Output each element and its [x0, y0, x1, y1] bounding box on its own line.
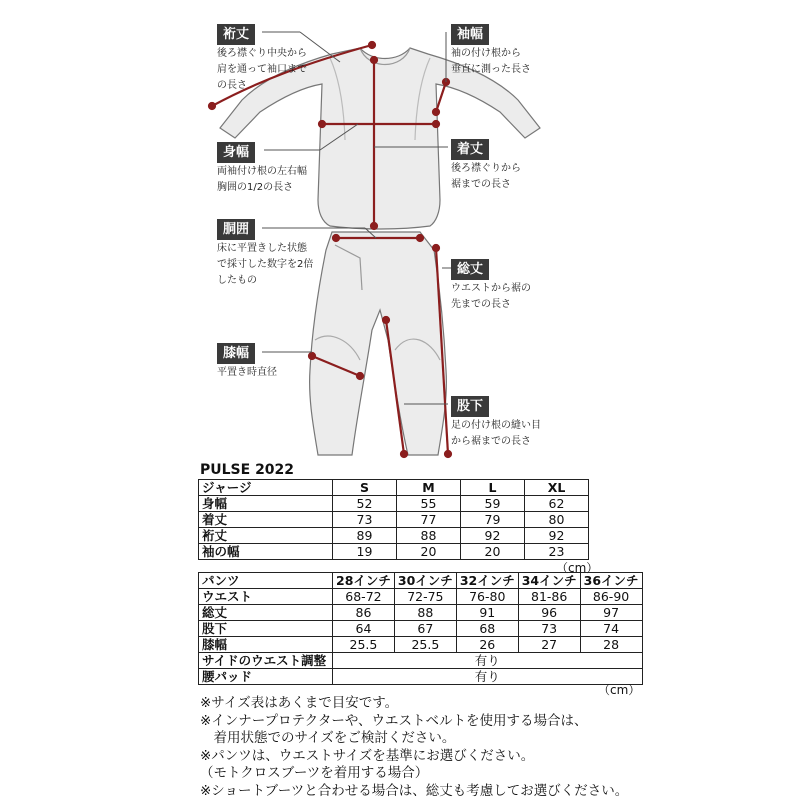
desc-kitake: 後ろ襟ぐりから 裾までの長さ [451, 163, 521, 190]
label-soutake: 総丈 [451, 259, 489, 280]
table-cell: 25.5 [394, 637, 456, 653]
header-cell: 30インチ [394, 573, 456, 589]
row-label: 総丈 [199, 605, 333, 621]
table-cell: 72-75 [394, 589, 456, 605]
table-cell: 26 [456, 637, 518, 653]
header-cell: S [333, 480, 397, 496]
label-kitake: 着丈 [451, 139, 489, 160]
table-cell: 89 [333, 528, 397, 544]
chart-title: PULSE 2022 [200, 462, 295, 478]
table-cell: 79 [461, 512, 525, 528]
table-row [199, 589, 643, 605]
header-cell: ジャージ [199, 480, 333, 496]
table-cell: 73 [333, 512, 397, 528]
row-label: 腰パッド [199, 669, 333, 685]
table-cell: 68 [456, 621, 518, 637]
desc-yukitake: 後ろ襟ぐり中央から 肩を通って袖口まで の長さ [217, 48, 307, 91]
desc-mihaba: 両袖付け根の左右幅 胸囲の1/2の長さ [217, 166, 307, 193]
table-cell: 28 [580, 637, 642, 653]
label-matashita: 股下 [451, 396, 489, 417]
table-cell: 52 [333, 496, 397, 512]
label-domawari: 胴囲 [217, 219, 255, 240]
table-cell: 68-72 [333, 589, 395, 605]
table-cell: 73 [518, 621, 580, 637]
table-cell: 74 [580, 621, 642, 637]
header-cell: 32インチ [456, 573, 518, 589]
table-cell: 92 [461, 528, 525, 544]
table-cell: 97 [580, 605, 642, 621]
table-cell: 81-86 [518, 589, 580, 605]
table-cell: 59 [461, 496, 525, 512]
table-cell: 20 [397, 544, 461, 560]
header-cell: 28インチ [333, 573, 395, 589]
table-row [199, 669, 643, 685]
row-label: 膝幅 [199, 637, 333, 653]
table-cell: 77 [397, 512, 461, 528]
desc-hizahaba: 平置き時直径 [217, 367, 277, 378]
label-hizahaba: 膝幅 [217, 343, 255, 364]
table-header-row [199, 480, 589, 496]
label-mihaba: 身幅 [217, 142, 255, 163]
row-label: 裄丈 [199, 528, 333, 544]
table-cell: 55 [397, 496, 461, 512]
table-cell: 27 [518, 637, 580, 653]
table-row [199, 528, 589, 544]
row-label: 股下 [199, 621, 333, 637]
note-line: 着用状態でのサイズをご検討ください。 [200, 730, 456, 746]
table-cell: 有り [333, 669, 643, 685]
header-cell: M [397, 480, 461, 496]
note-line: ※ショートブーツと合わせる場合は、総丈も考慮してお選びください。 [200, 782, 629, 799]
jersey-unit: （cm） [556, 561, 599, 575]
table-cell: 80 [525, 512, 589, 528]
header-cell: L [461, 480, 525, 496]
note-line: ※パンツは、ウエストサイズを基準にお選びください。 [200, 747, 535, 764]
table-cell: 64 [333, 621, 395, 637]
desc-domawari: 床に平置きした状態 で採寸した数字を2倍 したもの [217, 243, 314, 286]
table-cell: 67 [394, 621, 456, 637]
table-cell: 20 [461, 544, 525, 560]
table-row [199, 496, 589, 512]
table-cell: 62 [525, 496, 589, 512]
table-cell: 有り [333, 653, 643, 669]
table-header-row [199, 573, 643, 589]
row-label: 袖の幅 [199, 544, 333, 560]
table-row [199, 605, 643, 621]
pants-drawing [310, 232, 447, 455]
jersey-size-table [198, 479, 589, 560]
note-line: （モトクロスブーツを着用する場合） [200, 765, 429, 781]
header-cell: 34インチ [518, 573, 580, 589]
table-row [199, 653, 643, 669]
table-cell: 88 [397, 528, 461, 544]
header-cell: XL [525, 480, 589, 496]
pants-size-table [198, 572, 643, 685]
table-cell: 76-80 [456, 589, 518, 605]
table-cell: 91 [456, 605, 518, 621]
table-row [199, 544, 589, 560]
note-line: ※インナープロテクターや、ウエストベルトを使用する場合は、 [200, 712, 588, 729]
size-notes [200, 695, 628, 800]
desc-soutake: ウエストから裾の 先までの長さ [451, 283, 531, 310]
desc-matashita: 足の付け根の縫い目 から裾までの長さ [451, 420, 541, 447]
table-row [199, 621, 643, 637]
table-cell: 88 [394, 605, 456, 621]
row-label: サイドのウエスト調整 [199, 653, 333, 669]
table-row [199, 512, 589, 528]
header-cell: パンツ [199, 573, 333, 589]
table-cell: 23 [525, 544, 589, 560]
table-row [199, 637, 643, 653]
table-cell: 25.5 [333, 637, 395, 653]
table-cell: 19 [333, 544, 397, 560]
header-cell: 36インチ [580, 573, 642, 589]
label-sodehaba: 袖幅 [451, 24, 489, 45]
pants-unit: （cm） [598, 683, 641, 697]
row-label: 身幅 [199, 496, 333, 512]
table-cell: 86-90 [580, 589, 642, 605]
row-label: 着丈 [199, 512, 333, 528]
table-cell: 92 [525, 528, 589, 544]
label-yukitake: 裄丈 [217, 24, 255, 45]
table-cell: 86 [333, 605, 395, 621]
desc-sodehaba: 袖の付け根から 垂直に測った長さ [451, 48, 531, 75]
note-line: ※サイズ表はあくまで目安です。 [200, 695, 399, 711]
row-label: ウエスト [199, 589, 333, 605]
table-cell: 96 [518, 605, 580, 621]
